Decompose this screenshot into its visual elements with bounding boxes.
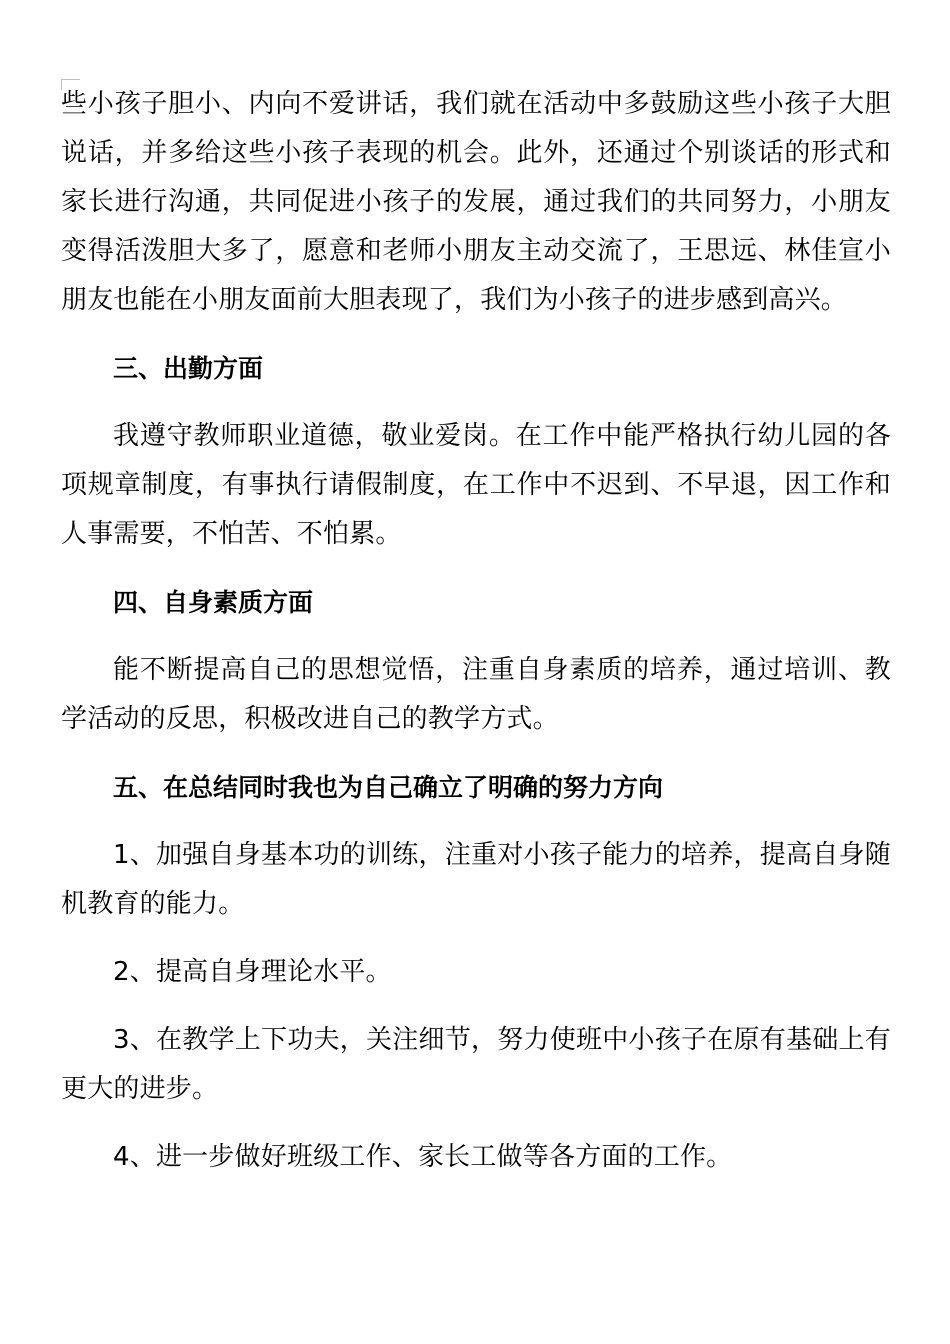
section-heading-self-quality: 四、自身素质方面 <box>113 588 314 617</box>
list-item-1: 1、加强自身基本功的训练，注重对小孩子能力的培养，提高自身随机教育的能力。 <box>61 840 891 919</box>
paragraph-attendance: 我遵守教师职业道德，敬业爱岗。在工作中能严格执行幼儿园的各项规章制度，有事执行请假制度，在工作中不迟到、不早退，因工作和人事需要，不怕苦、不怕累。 <box>61 421 891 549</box>
document-body <box>61 80 891 1182</box>
list-item-4: 4、进一步做好班级工作、家长工做等各方面的工作。 <box>113 1142 733 1172</box>
paragraph-self-quality: 能不断提高自己的思想觉悟，注重自身素质的培养，通过培训、教学活动的反思，积极改进自己的教学方式。 <box>61 655 891 734</box>
section-heading-attendance: 三、出勤方面 <box>113 354 264 383</box>
section-heading-direction: 五、在总结同时我也为自己确立了明确的努力方向 <box>113 773 664 802</box>
list-item-3: 3、在教学上下功夫，关注细节，努力使班中小孩子在原有基础上有更大的进步。 <box>61 1025 891 1104</box>
paragraph-continued: 些小孩子胆小、内向不爱讲话，我们就在活动中多鼓励这些小孩子大胆说话，并多给这些小孩子表现的机会。此外，还通过个别谈话的形式和家长进行沟通，共同促进小孩子的发展，通过我们的共同努力，小朋友变得活泼胆大多了，愿意和老师小朋友主动交流了，王思远、林佳宣小朋友也能在小朋友面前大胆表现了，我们为小孩子的进步感到高兴。 <box>61 89 891 315</box>
list-item-2: 2、提高自身理论水平。 <box>113 957 392 987</box>
